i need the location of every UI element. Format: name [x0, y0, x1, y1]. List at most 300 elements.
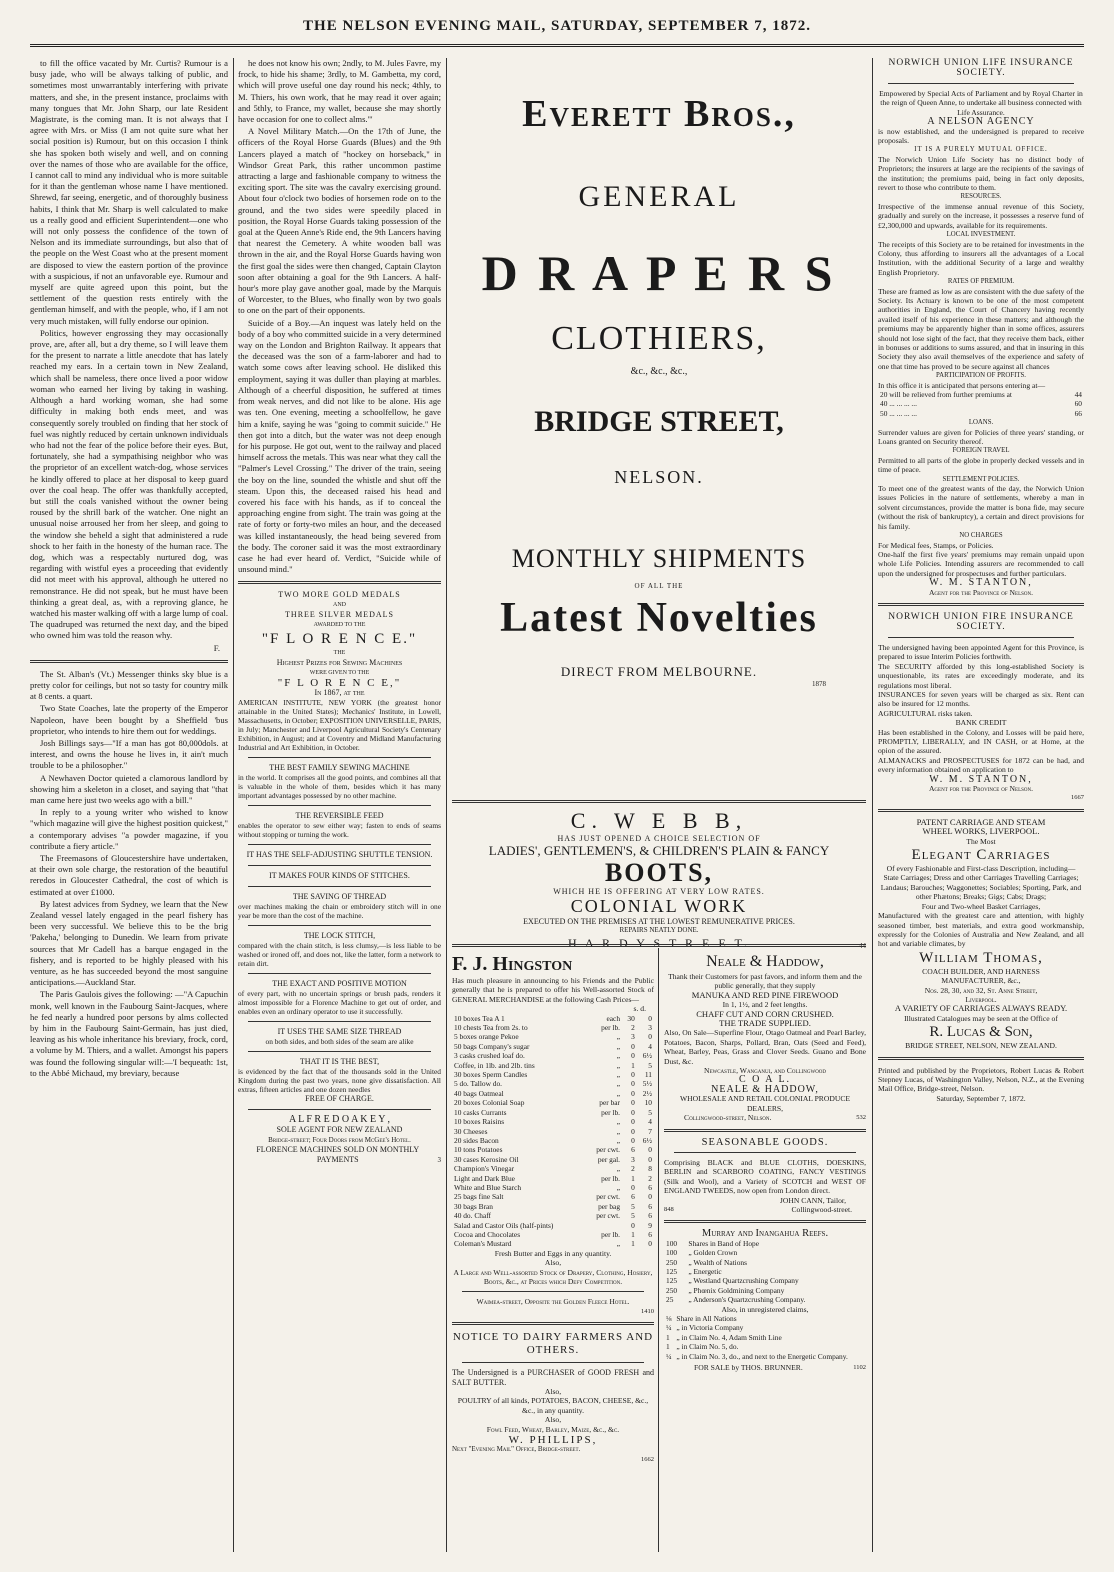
table-cell: 25 bags fine Salt	[454, 1192, 504, 1202]
ad-number: 44	[859, 942, 866, 950]
imprint: Printed and published by the Proprietors, Robert Lucas & Robert Stepney Lucas, of Washington Valley, Nelson, N.Z., at the Evening Mail Office, Bridge-street, Nelson.	[878, 1065, 1084, 1094]
table-cell: 0	[631, 1107, 635, 1117]
florence-text: is evidenced by the fact that of the thousands sold in the United Kingdom during the past two years, none give dissatisfaction. All extras, fifteen articles and one dozen needles	[238, 1067, 441, 1095]
table-row	[878, 409, 1084, 418]
table-cell: „	[616, 1060, 621, 1070]
table-row	[452, 1183, 654, 1192]
divider	[462, 1291, 644, 1292]
table-cell: „	[616, 1182, 621, 1192]
florence-heading: THE SAVING OF THREAD	[292, 892, 387, 902]
carriage-heading: WHEEL WORKS, LIVERPOOL.	[922, 826, 1040, 837]
dairy-text: POULTRY of all kinds, POTATOES, BACON, CHEESE, &c., &c., in any quantity.	[457, 1396, 649, 1415]
table-cell: 2	[631, 1023, 635, 1033]
table-cell: Coleman's Mustard	[454, 1239, 512, 1249]
table-cell: 9	[648, 1220, 652, 1230]
table-cell: 0	[631, 1220, 635, 1230]
carriage-text: Of every Fashionable and First-class Description, including—	[886, 864, 1076, 874]
table-cell: 0	[631, 1088, 635, 1098]
table-cell: 6	[648, 1211, 652, 1221]
florence-text: of every part, with no uncertain springs or brush pads, renders it almost impossible for a Florence Machine to get out of order, and enables even an ordinary operator to use it successfully.	[238, 989, 441, 1017]
table-cell: Cocoa and Chocolates	[454, 1229, 521, 1239]
table-cell: 30	[627, 1013, 635, 1023]
table-row	[664, 1323, 866, 1332]
florence-heading: IT MAKES FOUR KINDS OF STITCHES.	[269, 871, 410, 881]
table-cell: per lb.	[601, 1229, 621, 1239]
table-row	[452, 1051, 654, 1060]
news-item: The Paris Gaulois gives the following: —"A Capuchin monk, well known in the Faubourg Saint-Jacques, where he fed nearly a hundred poor persons by alms collected by him in the Faubourg Saint-Germain, has just died, leaving as his whole inheritance his breviary, frock, cord, a volume by M. Thiers, and a wallet. Amongst his papers was found the following singular will:—'I bequeath: 1st, to the Abbé Michaud, my breviary, because	[30, 989, 228, 1078]
carriage-text: Illustrated Catalogues may be seen at the Office of	[904, 1013, 1058, 1023]
neale-text: Thank their Customers for past favors, and inform them and the public generally, that they supply	[668, 972, 862, 991]
table-row	[452, 1211, 654, 1220]
table-cell: 1	[666, 1332, 670, 1342]
everett-line: DIRECT FROM MELBOURNE.	[560, 664, 758, 679]
table-cell: „ Anderson's Quartzcrushing Company.	[688, 1295, 806, 1305]
table-cell: Champion's Vinegar	[454, 1164, 515, 1174]
hingston-after: Fresh Butter and Eggs in any quantity.	[494, 1248, 612, 1258]
florence-text: on both sides, and both sides of the seam are alike	[265, 1037, 414, 1047]
seasonable-footer	[664, 1205, 866, 1214]
news-item: A Newhaven Doctor quieted a clamorous landlord by showing him a skeleton in a closet, and saying that "that man came here just two weeks ago with a bill."	[30, 772, 228, 805]
table-cell: 40 do. Chaff	[454, 1211, 492, 1221]
neale-heading: C O A L.	[738, 1074, 792, 1086]
section-heading: RESOURCES.	[960, 193, 1002, 201]
murray-heading: Murray and Inangahua Reefs.	[701, 1228, 829, 1240]
table-cell: „	[616, 1117, 621, 1127]
table-row	[452, 1042, 654, 1051]
table-cell: 6½	[642, 1135, 652, 1145]
table-cell: 50 ... ... ... ...	[880, 408, 917, 418]
ad-number: 532	[856, 1114, 866, 1122]
agency-heading: A NELSON AGENCY	[927, 116, 1035, 128]
ad-number: 1662	[641, 1455, 654, 1463]
life-text: To meet one of the greatest wants of the day, the Norwich Union issues Policies in the nature of settlements, whereby a man in solvent circumstances, provide the matter is bona fide, may secure (without the risk of bankruptcy), a certain and direct provisions for his family.	[878, 484, 1084, 531]
maker-line: Nos. 28, 30, and 32, St. Anne Street,	[924, 985, 1038, 995]
fire-text: The undersigned having been appointed Agent for this Province, is prepared to issue Interim Policies forthwith.	[878, 642, 1084, 662]
dairy-addr: Next "Evening Mail" Office, Bridge-street.	[452, 1445, 581, 1454]
column-2	[238, 58, 441, 1552]
column-rule	[233, 58, 234, 1552]
table-cell: 5	[631, 1211, 635, 1221]
neale-heading: NEALE & HADDOW,	[711, 1083, 819, 1095]
florence-line: THE	[333, 650, 346, 657]
florence-text: over machines making the chain or embroidery stitch will in one year be more than the cost of the machine.	[238, 902, 441, 921]
table-cell: 0	[631, 1070, 635, 1080]
table-cell: Shares in Band of Hope	[688, 1238, 759, 1248]
table-cell: 3 casks crushed loaf do.	[454, 1051, 525, 1061]
divider	[462, 1362, 644, 1363]
lucas-name: R. Lucas & Son,	[929, 1024, 1033, 1041]
section-heading: LOCAL INVESTMENT.	[946, 231, 1016, 239]
neale-heading: MANUKA AND RED PINE FIREWOOD	[691, 989, 839, 1000]
divider	[452, 800, 866, 803]
divider	[248, 886, 431, 887]
divider	[248, 1109, 431, 1110]
everett-line: CLOTHIERS,	[551, 320, 767, 357]
florence-line: AWARDED TO THE	[313, 622, 366, 629]
agent-name: W. M. STANTON,	[929, 773, 1033, 785]
table-cell: „ in Claim No. 4, Adam Smith Line	[676, 1332, 782, 1342]
table-cell: 5 boxes orange Pekoe	[454, 1032, 519, 1042]
table-cell: Share in All Nations	[676, 1314, 737, 1323]
webb-line: REPAIRS NEATLY DONE.	[619, 926, 699, 934]
ad-number: 1410	[641, 1307, 654, 1315]
neale-heading: WHOLESALE AND RETAIL COLONIAL PRODUCE DEALERS,	[679, 1094, 851, 1113]
article-paragraph: he does not know his own; 2ndly, to M. Jules Favre, my frock, to hide his shame; 3rdly, to M. Gambetta, my cord, which will prove useful one day round his neck; 4thly, to M. Thiers, his own work, that he may read it over again; and 5thly, to France, my wallet, because she may shortly have occasion for one to collect alms.'"	[238, 58, 441, 125]
maker-name: William Thomas,	[919, 949, 1043, 966]
florence-body: AMERICAN INSTITUTE, NEW YORK (the greatest honor attainable in the United States); Mechanics' Institute, in Lowell, Massachusetts, in October; EXPOSITION UNIVERSELLE, PARIS, in July; Manchester and Liverpool Agricultural Society's Centenary Exhibition, in August; and at Coventry and Midland Manufacturing Industrial and Art Exhibition, in October.	[238, 698, 441, 753]
fire-text: Has been established in the Colony, and Losses will be paid here, PROMPTLY, LIBERALLY, and IN CASH, or at Home, at the opion of the assured.	[878, 727, 1084, 756]
table-cell: 0	[631, 1079, 635, 1089]
hingston-name: F. J. Hingston	[452, 953, 573, 975]
news-item: The Freemasons of Gloucestershire have undertaken, at their own sole charge, the restoration of the beautiful reredos in Gloucester Cathedral, the cost of which is estimated at over £1000.	[30, 853, 228, 897]
florence-heading: IT HAS THE SELF-ADJUSTING SHUTTLE TENSION.	[246, 850, 433, 860]
table-row	[452, 1023, 654, 1032]
table-cell: 4	[648, 1117, 652, 1127]
table-cell: „	[616, 1135, 621, 1145]
divider	[238, 581, 441, 584]
table-cell: 0	[648, 1239, 652, 1249]
table-cell: 0	[648, 1192, 652, 1202]
price-columns: s. d.	[633, 1004, 646, 1014]
table-row	[452, 1230, 654, 1239]
hingston-also: Also,	[544, 1258, 562, 1268]
life-text: Empowered by Special Acts of Parliament and by Royal Charter in the reign of Queen Anne, to undertake all business connected with Life Assurance.	[879, 89, 1083, 117]
column-1	[30, 58, 228, 1552]
article-paragraph: Suicide of a Boy.—An inquest was lately held on the body of a boy who committed suicide in a very determined way on the London and Brighton Railway. It appears that the deceased was the son of a farm-laborer and had to watch some cows after leaving school. He disliked this employment, saying it was duller than playing at marbles. Although of a cheerful disposition, he suffered at times from weak nerves, and did not like to be alone. His age was ten. One evening, meeting a schoolfellow, he gave him a knife, saying he was "going to commit suicide." He then got into a ditch, but the water was not deep enough for his purpose. He got out, went to the railway and placed himself across the metals. This was near what they call the "Palmer's Level Crossing." The driver of the train, seeing the boy on the line, sounded the whistle and shut off the steam. Upon this, the deceased raised his head and covered his face with his hands, as if to conceal the approaching engine from sight. The train was going at the rate of forty or forty-two miles an hour, and the deceased was killed instantaneously, the head being severed from the body. The coroner said it was the most extraordinary case he had ever heard of. Verdict, "Suicide while of unsound mind."	[238, 317, 441, 575]
carriage-text: Manufactured with the greatest care and attention, with highly seasoned timber, best materials, and extra good workmanship, expressly for the Colonies of Australia and New Zealand, and all hot and variable climates, by	[878, 911, 1084, 949]
divider	[248, 844, 431, 845]
table-row	[452, 1155, 654, 1164]
table-cell: 6	[631, 1145, 635, 1155]
table-cell: ⅛	[666, 1314, 672, 1323]
dairy-heading: NOTICE TO DAIRY FARMERS AND OTHERS.	[452, 1331, 654, 1357]
everett-line: BRIDGE STREET,	[534, 405, 784, 438]
divider	[248, 757, 431, 758]
carriage-most: The Most	[966, 836, 996, 846]
section-heading: RATES OF PREMIUM.	[947, 278, 1015, 286]
table-cell: 8	[648, 1164, 652, 1174]
column-rule	[658, 948, 659, 1552]
table-cell: „	[616, 1239, 621, 1249]
table-cell: 25	[666, 1295, 674, 1305]
table-cell: per cwt.	[596, 1211, 621, 1221]
table-row	[664, 1295, 866, 1304]
ad-number: 1667	[1071, 794, 1084, 802]
table-cell: 6	[648, 1229, 652, 1239]
ad-number: 3	[437, 1156, 441, 1165]
table-cell: „	[616, 1032, 621, 1042]
divider	[30, 660, 228, 663]
carriage-big: Elegant Carriages	[911, 847, 1051, 864]
carriage-variety: A VARIETY OF CARRIAGES ALWAYS READY.	[894, 1004, 1068, 1014]
news-item: By latest advices from Sydney, we learn that the New Zealand vessel lately engaged in the pearl fishery has been very successful. We believe this to be the brig 'Pakeha,' belonging to Dunedin. We learn from private sources that Mr Cadell has a barque engaged in the fishery, and is reported to be highly pleased with his venture, as he has succeeded beyond the most sanguine anticipations.—Auckland Star.	[30, 898, 228, 988]
table-row	[452, 1202, 654, 1211]
divider	[248, 1051, 431, 1052]
agent-title: Agent for the Province of Nelson.	[928, 784, 1034, 794]
table-row	[452, 1014, 654, 1023]
divider	[248, 925, 431, 926]
webb-footer	[452, 934, 866, 952]
florence-line: AND	[333, 602, 346, 609]
table-cell: 0	[631, 1182, 635, 1192]
table-cell: 50 bags Company's sugar	[454, 1041, 530, 1051]
fire-text: AGRICULTURAL risks taken.	[878, 708, 973, 718]
florence-heading: THE BEST FAMILY SEWING MACHINE	[269, 763, 410, 773]
table-cell	[586, 1221, 622, 1230]
table-row	[664, 1267, 866, 1276]
table-cell: per cwt.	[596, 1145, 621, 1155]
table-cell: „	[616, 1126, 621, 1136]
divider	[452, 1322, 654, 1325]
table-cell: 2	[648, 1173, 652, 1183]
table-row	[664, 1314, 866, 1323]
table-cell: „ Energetic	[688, 1266, 722, 1276]
table-row	[452, 1145, 654, 1154]
table-cell: 30 Cheeses	[454, 1126, 488, 1136]
divider	[248, 865, 431, 866]
everett-line: D R A P E R S	[481, 245, 837, 301]
webb-line: EXECUTED ON THE PREMISES AT THE LOWEST REMUNERATIVE PRICES.	[523, 917, 795, 926]
life-text: For Medical fees, Stamps, or Policies.	[878, 540, 994, 550]
webb-line: H A R D Y S T R E E T.	[568, 936, 750, 950]
table-row	[452, 1098, 654, 1107]
table-cell: 2½	[642, 1088, 652, 1098]
imprint-date: Saturday, September 7, 1872.	[936, 1093, 1026, 1103]
table-cell: 250	[666, 1285, 678, 1295]
table-cell: 125	[666, 1276, 678, 1286]
neale-heading: THE TRADE SUPPLIED.	[719, 1018, 811, 1029]
agent-line: FLORENCE MACHINES SOLD ON MONTHLY PAYMENTS	[256, 1145, 420, 1165]
maker-line: COACH BUILDER, AND HARNESS	[922, 966, 1040, 976]
table-row	[664, 1286, 866, 1295]
neale-addr: Collingwood-street, Nelson.	[684, 1113, 772, 1123]
neale-text: In 1, 1½, and 2 feet lengths.	[722, 1000, 808, 1010]
news-item: In reply to a young writer who wished to know "which magazine will give the highest position quickest," a contemporary advises "a powder magazine, if you contribute a fiery article."	[30, 807, 228, 851]
section-heading: FOREIGN TRAVEL	[952, 447, 1010, 455]
table-cell: „	[616, 1088, 621, 1098]
table-cell: „ in Claim No. 3, do., and next to the Energetic Company.	[676, 1351, 848, 1361]
table-row	[878, 399, 1084, 408]
life-text: Permitted to all parts of the globe in properly decked vessels and in time of peace.	[878, 455, 1084, 475]
table-cell: 40 bags Oatmeal	[454, 1088, 504, 1098]
section-heading: LOANS.	[968, 419, 994, 427]
fire-heading: NORWICH UNION FIRE INSURANCE SOCIETY.	[888, 611, 1074, 632]
divider	[248, 973, 431, 974]
agent-footer	[238, 1145, 441, 1165]
table-cell: per lb.	[601, 1107, 621, 1117]
masthead: THE NELSON EVENING MAIL, SATURDAY, SEPTEMBER 7, 1872.	[303, 18, 811, 34]
table-cell: „	[616, 1070, 621, 1080]
table-cell: per cwt.	[596, 1192, 621, 1202]
ad-number: 1878	[812, 680, 826, 688]
table-cell: 5	[648, 1107, 652, 1117]
table-cell: ¼	[666, 1351, 672, 1361]
agent-line: Bridge-street; Four Doors from McGee's Hotel.	[268, 1136, 411, 1145]
everett-line: GENERAL	[578, 180, 740, 213]
section-heading: NO CHARGES	[959, 532, 1003, 540]
divider	[878, 1057, 1084, 1060]
seasonable-text: Comprising BLACK and BLUE CLOTHS, DOESKINS, BERLIN and SCARBORO COATING, FANCY VESTINGS (Silk and Wool), and a Variety of SCOTCH and WEST OF ENGLAND TWEEDS, now open from London direct.	[664, 1157, 866, 1196]
table-row	[452, 1089, 654, 1098]
ad-number: 1102	[853, 1364, 866, 1372]
table-cell: per bag	[598, 1201, 621, 1211]
florence-line: WERE GIVEN TO THE	[309, 670, 370, 677]
table-cell: per lb.	[601, 1023, 621, 1033]
hingston-stock: A Large and Well-assorted Stock of Drapery, Clothing, Hosiery, Boots, &c., at Prices which Defy Competition.	[453, 1267, 653, 1286]
news-item: Josh Billings says—"If a man has got 80,000dols. at interest, and owns the house he lives in, it ain't much trouble to be a philosopher."	[30, 737, 228, 771]
table-row	[452, 1221, 654, 1230]
carriage-text: Landaus; Barouches; Waggonettes; Sociables; Sporting, Park, and other Phætons; Breaks; Gigs; Cabs; Drags;	[880, 882, 1082, 902]
masthead-rule	[30, 44, 1084, 47]
table-row	[664, 1248, 866, 1257]
table-cell: 0	[631, 1041, 635, 1051]
maker-line: Liverpool.	[965, 994, 997, 1004]
webb-ad	[452, 808, 866, 950]
table-cell: 10 casks Currants	[454, 1107, 507, 1117]
table-cell: „ Phœnix Goldmining Company	[688, 1285, 785, 1295]
table-cell: 5½	[642, 1079, 652, 1089]
table-row	[452, 1108, 654, 1117]
florence-heading: THE LOCK STITCH,	[303, 931, 376, 941]
seasonable-heading: SEASONABLE GOODS.	[701, 1136, 829, 1148]
everett-line: NELSON.	[614, 467, 704, 487]
article-paragraph: Politics, however engrossing they may occasionally prove, are, after all, but a dry theme, so I will leave them for the present to narrate a little anecdote that has lately reached my ears. In a certain town in New Zealand, which shall be nameless, there once lived a poor widow woman who earned her living by taking in washing. Although a hard working woman, she had some difficulty in making both ends meet, and was consequently sorely troubled on finding that her stock of fuel was nightly reduced by certain unknown individuals who had not the fear of the police before their eyes. But, fortunately, she had a sympathising neighbor who was the proprietor of an excellent watch-dog, whose services he kindly offered to place at her disposal to keep guard over the coal heap. The offer was thankfully accepted, but still the coals vanished without the owner being roused by the shrill bark of the watcher. One night an unusual noise arroused her from her sleep, and going to the window she beheld a sight that administered a rude shock to her faith in the honesty of the human race. The dog, which was a respectably nurtured dog, was regarding with wistful eyes a proceeding that evidently did not meet with his approval, although he uttered no remonstrance. He did not speak, but he must have been thinking a great deal, as, with a reproving glance, he watched his master walking off with a large lump of coal. The quadruped was returned the next day, and the biped who owned him was told the reason why.	[30, 327, 228, 641]
dairy-text: Fowl Feed, Wheat, Barley, Maize, &c., &c.	[486, 1424, 620, 1434]
table-row	[878, 390, 1084, 399]
fire-text: INSURANCES for seven years will be charged as six. Rent can also be insured for 12 months.	[878, 689, 1084, 709]
profits-table	[878, 390, 1084, 418]
table-cell: 30 bags Bran	[454, 1201, 493, 1211]
table-row	[452, 1117, 654, 1126]
table-row	[452, 1079, 654, 1088]
divider	[248, 1021, 431, 1022]
table-cell: 10 tons Potatoes	[454, 1145, 503, 1155]
neale-ad	[664, 952, 866, 1372]
table-cell: „	[616, 1079, 621, 1089]
table-row	[452, 1239, 654, 1248]
webb-line: BOOTS,	[604, 858, 714, 887]
divider	[248, 805, 431, 806]
florence-line: TWO MORE GOLD MEDALS	[278, 590, 401, 600]
table-cell: 125	[666, 1266, 678, 1276]
agent-name: A L F R E D O A K E Y ,	[288, 1114, 391, 1126]
table-cell: 66	[1074, 408, 1082, 418]
florence-line: Highest Prizes for Sewing Machines	[276, 658, 403, 668]
column-4	[878, 58, 1084, 1552]
table-cell: per lb.	[601, 1173, 621, 1183]
murray-footer	[664, 1363, 866, 1372]
table-cell: 60	[1074, 399, 1082, 409]
neale-text: Also, On Sale—Superfine Flour, Otago Oatmeal and Pearl Barley, Potatoes, Bacon, Sharps, Pollard, Bran, Oats (Seed and Feed), Wheat, Barley, Peas, Grass and Clover Seeds. Guano and Bone Dust, &c.	[664, 1028, 866, 1066]
neale-text: Newcastle, Wanganui, and Collingwood	[703, 1066, 827, 1076]
divider	[888, 83, 1074, 84]
everett-line: &c., &c., &c.,	[630, 366, 688, 377]
table-row	[452, 1070, 654, 1079]
florence-heading: THAT IT IS THE BEST,	[299, 1057, 380, 1067]
table-row	[664, 1258, 866, 1267]
table-cell: 44	[1074, 390, 1082, 399]
life-text: In this office it is anticipated that persons entering at—	[878, 380, 1046, 390]
table-cell: each	[606, 1013, 621, 1023]
table-cell: 0	[631, 1126, 635, 1136]
table-row	[664, 1352, 866, 1361]
section-heading: IT IS A PURELY MUTUAL OFFICE.	[914, 146, 1048, 154]
table-cell: „ in Claim No. 5, do.	[676, 1342, 739, 1352]
florence-line: THREE SILVER MEDALS	[285, 610, 394, 620]
table-cell: 40 ... ... ... ...	[880, 399, 917, 409]
news-item: Two State Coaches, late the property of the Emperor Napoleon, have been bought by a Sheffield 'bus proprietor, who intends to hire them out for weddings.	[30, 703, 228, 736]
agent-title: Agent for the Province of Nelson.	[928, 587, 1034, 597]
webb-line: LADIES', GENTLEMEN'S, & CHILDREN'S PLAIN & FANCY	[488, 843, 830, 858]
table-cell: 20 boxes Colonial Soap	[454, 1098, 525, 1108]
maker-line: MANUFACTURER, &c.,	[941, 976, 1021, 986]
table-row	[452, 1174, 654, 1183]
table-cell: 1	[631, 1173, 635, 1183]
florence-line: "F L O R E N C E,"	[277, 677, 402, 690]
table-cell: 10	[644, 1098, 652, 1108]
table-cell: 20 sides Bacon	[454, 1135, 499, 1145]
table-cell: „ in Victoria Company	[676, 1323, 744, 1333]
table-cell: 1	[631, 1239, 635, 1249]
table-cell: 10 boxes Tea A 1	[454, 1013, 505, 1023]
table-cell: 3	[631, 1032, 635, 1042]
table-cell: Salad and Castor Oils (half-pints)	[454, 1220, 554, 1230]
table-cell: 6	[648, 1201, 652, 1211]
webb-line: WHICH HE IS OFFERING AT VERY LOW RATES.	[553, 887, 765, 896]
table-row	[664, 1342, 866, 1351]
webb-name: C. W E B B,	[570, 808, 748, 833]
florence-heading: THE EXACT AND POSITIVE MOTION	[272, 979, 407, 989]
table-cell: per bar	[599, 1098, 621, 1108]
news-item: The St. Alban's (Vt.) Messenger thinks sky blue is a pretty color for ceilings, but not so tasty for country milk at 8 cents. a quart.	[30, 668, 228, 702]
agent-line: SOLE AGENT FOR NEW ZEALAND	[276, 1125, 403, 1135]
table-cell: 0	[648, 1013, 652, 1023]
table-cell: White and Blue Starch	[454, 1182, 522, 1192]
column-rule	[446, 58, 447, 1552]
table-cell: 30 cases Kerosine Oil	[454, 1154, 519, 1164]
dairy-name: W. PHILLIPS,	[508, 1434, 598, 1447]
dairy-text: The Undersigned is a PURCHASER of GOOD FRESH and SALT BUTTER.	[452, 1368, 654, 1387]
table-row	[452, 1032, 654, 1041]
section-heading: SETTLEMENT POLICIES.	[942, 475, 1020, 483]
hingston-ad	[452, 952, 654, 1464]
section-heading: PARTICIPATION OF PROFITS.	[936, 372, 1026, 380]
life-text: The receipts of this Society are to be retained for investments in the Colony, thus affording to insurers all the advantages of a Local Institution, with the additional Security of a large and wealthy English Proprietory.	[878, 239, 1084, 277]
table-cell: 100	[666, 1248, 678, 1258]
column-rule	[872, 58, 873, 1552]
murray-also: Also, in unregistered claims,	[721, 1304, 809, 1314]
table-row	[664, 1333, 866, 1342]
table-cell: Coffee, in 1lb. and 2lb. tins	[454, 1060, 535, 1070]
table-row	[452, 1136, 654, 1145]
divider	[878, 603, 1084, 606]
life-heading: NORWICH UNION LIFE INSURANCE SOCIETY.	[888, 58, 1074, 78]
everett-line: OF ALL THE	[634, 582, 684, 590]
life-text: Irrespective of the immense annual revenue of this Society, gradually and surely on the increase, it possesses a reserve fund of £2,300,000 and upwards, available for its requirements.	[878, 201, 1084, 230]
carriage-text: State Carriages; Dress and other Carriages Travelling Carriages;	[883, 873, 1079, 883]
table-cell: 3	[648, 1023, 652, 1033]
florence-heading: FREE OF CHARGE.	[305, 1094, 374, 1104]
table-cell: 0	[631, 1117, 635, 1127]
table-cell: 20 will be relieved from further premiums at	[880, 390, 1012, 399]
table-row	[452, 1127, 654, 1136]
table-cell: 6	[631, 1192, 635, 1202]
table-cell: 100	[666, 1238, 678, 1248]
table-cell: 1	[666, 1342, 670, 1352]
table-cell: 7	[648, 1126, 652, 1136]
table-cell: 10 boxes Raisins	[454, 1117, 505, 1127]
lucas-addr: BRIDGE STREET, NELSON, NEW ZEALAND.	[905, 1041, 1057, 1051]
